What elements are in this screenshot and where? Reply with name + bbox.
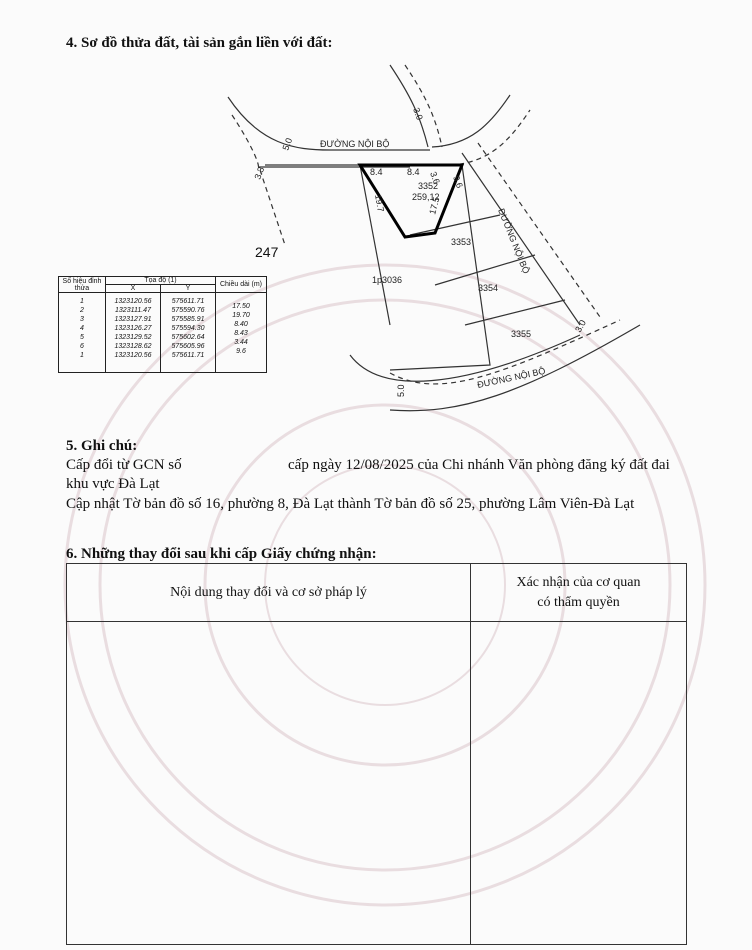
edge-length-4: 9.6	[451, 174, 465, 190]
changes-col-confirm-line1: Xác nhận của cơ quan	[516, 574, 641, 590]
x-4: 1323126.27	[114, 325, 152, 332]
road-label-top: ĐƯỜNG NỘI BỘ	[320, 139, 390, 149]
note-line-3: Cập nhật Tờ bản đồ số 16, phường 8, Đà Lạt thành Tờ bản đồ số 25, phường Lâm Viên-Đà Lạt	[66, 496, 635, 512]
point-5: 5	[80, 334, 84, 341]
x-3: 1323127.91	[114, 316, 152, 323]
road-width-left2: 3.3	[252, 165, 267, 181]
coord-length-column	[216, 293, 267, 373]
note-line-1b: cấp ngày 12/08/2025 của Chi nhánh Văn phòng đăng ký đất đai	[288, 457, 670, 473]
coord-header-no: Số hiệu đỉnh thửa	[59, 277, 106, 293]
edge-length-5: 17.5	[427, 195, 442, 216]
y-4: 575594.30	[171, 325, 205, 332]
coord-header-y: Y	[161, 285, 216, 293]
road-width-right: 3.0	[573, 318, 588, 334]
road-width-left: 5.0	[280, 136, 295, 152]
land-plot-map	[200, 55, 700, 425]
y-3: 575585.91	[171, 316, 205, 323]
road-label-right: ĐƯỜNG NỘI BỘ	[496, 207, 532, 276]
x-6: 1323128.62	[114, 343, 152, 350]
road-label-bottom: ĐƯỜNG NỘI BỘ	[476, 365, 547, 390]
note-line-1a: Cấp đổi từ GCN số	[66, 457, 182, 473]
changes-table	[66, 563, 687, 945]
x-2: 1323111.47	[115, 307, 151, 314]
len-1: 17.50	[232, 303, 250, 310]
point-2: 2	[80, 307, 84, 314]
coord-header-x: X	[106, 285, 161, 293]
parcel-1p3036-id: 1p3036	[372, 275, 403, 285]
note-line-2: khu vực Đà Lạt	[66, 476, 160, 492]
point-4: 4	[80, 325, 84, 332]
len-2: 19.70	[232, 312, 250, 319]
y-7: 575611.71	[171, 352, 205, 359]
point-6: 6	[80, 343, 84, 350]
edge-length-3: 3.6	[428, 170, 442, 186]
parcel-3352-area: 259,12	[412, 192, 440, 202]
len-5: 3.44	[234, 339, 248, 346]
road-width-bottom: 5.0	[396, 384, 406, 397]
coord-header-len: Chiều dài (m)	[216, 277, 267, 293]
coord-header-coords: Tọa độ (1)	[106, 277, 216, 285]
coord-y-column	[161, 293, 216, 373]
changes-col-content: Nội dung thay đổi và cơ sở pháp lý	[67, 564, 471, 622]
road-width-top: 3.0	[411, 106, 425, 122]
x-7: 1323120.56	[114, 352, 152, 359]
y-1: 575611.71	[171, 298, 205, 305]
x-5: 1323129.52	[114, 334, 152, 341]
changes-content-cell	[67, 622, 471, 945]
y-2: 575590.76	[171, 307, 205, 314]
coord-point-column	[59, 293, 106, 373]
changes-confirm-cell	[471, 622, 687, 945]
len-3: 8.40	[234, 321, 248, 328]
y-6: 575605.96	[171, 343, 205, 350]
parcel-3354-id: 3354	[478, 283, 499, 293]
edge-length-2: 8.4	[407, 167, 420, 177]
len-4: 8.43	[234, 330, 248, 337]
point-3: 3	[80, 316, 84, 323]
len-6: 9.6	[236, 348, 246, 355]
section-6-title: 6. Những thay đổi sau khi cấp Giấy chứng nhận:	[66, 546, 377, 562]
edge-length-6: 19.7	[373, 193, 386, 213]
parcel-3353-id: 3353	[451, 237, 472, 247]
changes-col-confirm	[471, 564, 687, 622]
parcel-3352-id: 3352	[418, 181, 439, 191]
parcel-3355-id: 3355	[511, 329, 532, 339]
y-5: 575602.64	[171, 334, 205, 341]
coordinate-table	[58, 276, 267, 373]
edge-length-1: 8.4	[370, 167, 383, 177]
coord-x-column	[106, 293, 161, 373]
point-7: 1	[80, 352, 84, 359]
adjacent-sheet-label: 247	[255, 244, 279, 260]
point-1: 1	[80, 298, 84, 305]
section-5-title: 5. Ghi chú:	[66, 438, 138, 454]
changes-col-confirm-line2: có thẩm quyền	[537, 594, 620, 610]
section-4-title: 4. Sơ đồ thửa đất, tài sản gắn liền với đất:	[66, 35, 333, 51]
x-1: 1323120.56	[114, 298, 152, 305]
